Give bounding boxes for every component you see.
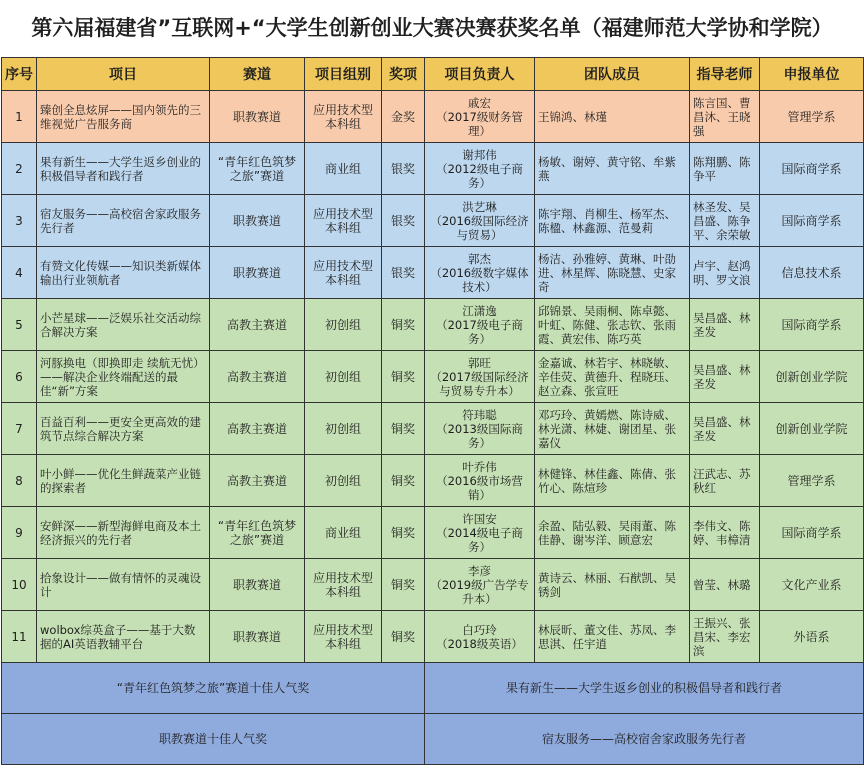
col-header-unit: 申报单位 xyxy=(760,58,864,91)
cell-leader: 叶乔伟 （2016级市场营销） xyxy=(425,455,535,507)
cell-award: 铜奖 xyxy=(382,507,425,559)
cell-advisor: 陈言国、曹昌沐、王晓强 xyxy=(690,91,760,143)
cell-project: 安鲜深——新型海鲜电商及本土经济振兴的先行者 xyxy=(37,507,210,559)
col-header-no: 序号 xyxy=(2,58,37,91)
cell-group: 应用技术型本科组 xyxy=(305,559,382,611)
table-row xyxy=(2,195,864,247)
col-header-group: 项目组别 xyxy=(305,58,382,91)
footer-award-label: 职教赛道十佳人气奖 xyxy=(2,714,425,765)
cell-group: 应用技术型本科组 xyxy=(305,247,382,299)
cell-unit: 管理学系 xyxy=(760,91,864,143)
cell-award: 铜奖 xyxy=(382,299,425,351)
cell-unit: 国际商学系 xyxy=(760,195,864,247)
cell-members: 陈宇翔、肖柳生、杨军杰、陈楹、林鑫源、范曼莉 xyxy=(535,195,690,247)
footer-award-label: “青年红色筑梦之旅”赛道十佳人气奖 xyxy=(2,663,425,714)
cell-group: 初创组 xyxy=(305,403,382,455)
cell-leader: 郭杰 （2016级数字媒体技术） xyxy=(425,247,535,299)
cell-award: 银奖 xyxy=(382,143,425,195)
cell-project: 宿友服务——高校宿舍家政服务先行者 xyxy=(37,195,210,247)
cell-group: 初创组 xyxy=(305,351,382,403)
cell-track: 高教主赛道 xyxy=(210,351,305,403)
cell-members: 杨敏、谢婷、黄守铭、牟紫燕 xyxy=(535,143,690,195)
cell-track: “青年红色筑梦之旅”赛道 xyxy=(210,507,305,559)
cell-members: 余盈、陆弘毅、吴雨董、陈佳静、谢岑洋、顾意宏 xyxy=(535,507,690,559)
cell-award: 银奖 xyxy=(382,247,425,299)
cell-no: 4 xyxy=(2,247,37,299)
cell-group: 应用技术型本科组 xyxy=(305,611,382,663)
cell-no: 3 xyxy=(2,195,37,247)
cell-no: 1 xyxy=(2,91,37,143)
cell-project: 小芒星球——泛娱乐社交活动综合解决方案 xyxy=(37,299,210,351)
cell-no: 9 xyxy=(2,507,37,559)
cell-unit: 信息技术系 xyxy=(760,247,864,299)
cell-project: 臻创全息炫屏——国内领先的三维视觉广告服务商 xyxy=(37,91,210,143)
cell-leader: 谢邦伟 （2012级电子商务） xyxy=(425,143,535,195)
cell-advisor: 李伟文、陈婷、韦樟清 xyxy=(690,507,760,559)
cell-award: 金奖 xyxy=(382,91,425,143)
cell-group: 商业组 xyxy=(305,507,382,559)
cell-award: 铜奖 xyxy=(382,351,425,403)
cell-unit: 国际商学系 xyxy=(760,507,864,559)
footer-row xyxy=(2,714,864,765)
cell-track: 职教赛道 xyxy=(210,611,305,663)
cell-advisor: 吴昌盛、林圣发 xyxy=(690,299,760,351)
cell-leader: 郭旺 （2017级国际经济与贸易专升本） xyxy=(425,351,535,403)
cell-unit: 外语系 xyxy=(760,611,864,663)
col-header-project: 项目 xyxy=(37,58,210,91)
footer-row xyxy=(2,663,864,714)
cell-no: 11 xyxy=(2,611,37,663)
cell-members: 杨洁、孙雅婷、黄琳、叶劭进、林星辉、陈晓慧、史家奇 xyxy=(535,247,690,299)
cell-award: 铜奖 xyxy=(382,559,425,611)
award-table xyxy=(1,57,864,765)
cell-no: 7 xyxy=(2,403,37,455)
cell-track: 职教赛道 xyxy=(210,247,305,299)
cell-project: 叶小鲜——优化生鲜蔬菜产业链的探索者 xyxy=(37,455,210,507)
cell-track: “青年红色筑梦之旅”赛道 xyxy=(210,143,305,195)
col-header-advisor: 指导老师 xyxy=(690,58,760,91)
cell-unit: 管理学系 xyxy=(760,455,864,507)
cell-track: 职教赛道 xyxy=(210,195,305,247)
cell-members: 邱锦景、吴雨桐、陈卓懿、叶虹、陈健、张志钦、张雨霞、黄宏伟、陈巧英 xyxy=(535,299,690,351)
cell-advisor: 曾莹、林璐 xyxy=(690,559,760,611)
cell-no: 5 xyxy=(2,299,37,351)
cell-leader: 白巧玲 （2018级英语） xyxy=(425,611,535,663)
col-header-track: 赛道 xyxy=(210,58,305,91)
footer-award-project: 果有新生——大学生返乡创业的积极倡导者和践行者 xyxy=(425,663,864,714)
col-header-members: 团队成员 xyxy=(535,58,690,91)
cell-no: 2 xyxy=(2,143,37,195)
table-row xyxy=(2,247,864,299)
table-row xyxy=(2,299,864,351)
cell-advisor: 吴昌盛、林圣发 xyxy=(690,351,760,403)
cell-track: 高教主赛道 xyxy=(210,455,305,507)
cell-unit: 国际商学系 xyxy=(760,299,864,351)
table-row xyxy=(2,559,864,611)
cell-members: 林辰昕、董文佳、苏凤、李思淇、任宇逍 xyxy=(535,611,690,663)
cell-no: 8 xyxy=(2,455,37,507)
cell-advisor: 陈翔鹏、陈争平 xyxy=(690,143,760,195)
cell-track: 职教赛道 xyxy=(210,91,305,143)
cell-members: 王锦鸿、林瑾 xyxy=(535,91,690,143)
cell-no: 10 xyxy=(2,559,37,611)
cell-award: 铜奖 xyxy=(382,403,425,455)
table-row xyxy=(2,91,864,143)
cell-advisor: 吴昌盛、林圣发 xyxy=(690,403,760,455)
cell-track: 职教赛道 xyxy=(210,559,305,611)
page-title: 第六届福建省”互联网+“大学生创新创业大赛决赛获奖名单（福建师范大学协和学院） xyxy=(31,16,833,40)
table-row xyxy=(2,455,864,507)
cell-award: 铜奖 xyxy=(382,455,425,507)
cell-members: 邓巧玲、黄嫣燃、陈诗威、林光潇、林婕、谢团星、张嘉仪 xyxy=(535,403,690,455)
cell-project: wolbox综英盒子——基于大数据的AI英语教辅平台 xyxy=(37,611,210,663)
cell-members: 林健锋、林佳鑫、陈倩、张竹心、陈煊珍 xyxy=(535,455,690,507)
cell-group: 应用技术型本科组 xyxy=(305,195,382,247)
cell-track: 高教主赛道 xyxy=(210,403,305,455)
cell-project: 果有新生——大学生返乡创业的积极倡导者和践行者 xyxy=(37,143,210,195)
footer-award-project: 宿友服务——高校宿舍家政服务先行者 xyxy=(425,714,864,765)
cell-project: 拾象设计——做有情怀的灵魂设计 xyxy=(37,559,210,611)
cell-group: 商业组 xyxy=(305,143,382,195)
cell-unit: 创新创业学院 xyxy=(760,403,864,455)
cell-project: 河豚换电（即换即走 续航无忧）——解决企业终端配送的最佳“新”方案 xyxy=(37,351,210,403)
cell-unit: 创新创业学院 xyxy=(760,351,864,403)
cell-project: 有赞文化传媒——知识类新媒体输出行业领航者 xyxy=(37,247,210,299)
table-row xyxy=(2,351,864,403)
cell-leader: 江潇逸 （2017级电子商务） xyxy=(425,299,535,351)
col-header-leader: 项目负责人 xyxy=(425,58,535,91)
cell-advisor: 汪武志、苏秋红 xyxy=(690,455,760,507)
cell-group: 初创组 xyxy=(305,455,382,507)
cell-leader: 许国安 （2014级电子商务） xyxy=(425,507,535,559)
col-header-award: 奖项 xyxy=(382,58,425,91)
cell-leader: 李彦 （2019级广告学专升本） xyxy=(425,559,535,611)
table-row xyxy=(2,403,864,455)
header-row xyxy=(2,58,864,91)
table-row xyxy=(2,143,864,195)
cell-leader: 戚宏 （2017级财务管理） xyxy=(425,91,535,143)
table-row xyxy=(2,507,864,559)
cell-award: 银奖 xyxy=(382,195,425,247)
cell-award: 铜奖 xyxy=(382,611,425,663)
cell-unit: 文化产业系 xyxy=(760,559,864,611)
cell-advisor: 卢宇、赵鸿明、罗文浪 xyxy=(690,247,760,299)
cell-advisor: 王振兴、张昌宋、李宏滨 xyxy=(690,611,760,663)
cell-unit: 国际商学系 xyxy=(760,143,864,195)
cell-leader: 洪艺琳 （2016级国际经济与贸易） xyxy=(425,195,535,247)
cell-members: 金嘉诚、林若宇、林晓敏、辛佳荧、黄德升、程晓珏、赵立森、张宣旺 xyxy=(535,351,690,403)
cell-advisor: 林圣发、吴昌盛、陈争平、余荣敏 xyxy=(690,195,760,247)
cell-group: 初创组 xyxy=(305,299,382,351)
cell-group: 应用技术型本科组 xyxy=(305,91,382,143)
cell-project: 百益百利——更安全更高效的建筑节点综合解决方案 xyxy=(37,403,210,455)
cell-members: 黄诗云、林丽、石猷凯、吴锈剑 xyxy=(535,559,690,611)
cell-no: 6 xyxy=(2,351,37,403)
cell-track: 高教主赛道 xyxy=(210,299,305,351)
table-row xyxy=(2,611,864,663)
cell-leader: 符玮聪 （2013级国际商务） xyxy=(425,403,535,455)
